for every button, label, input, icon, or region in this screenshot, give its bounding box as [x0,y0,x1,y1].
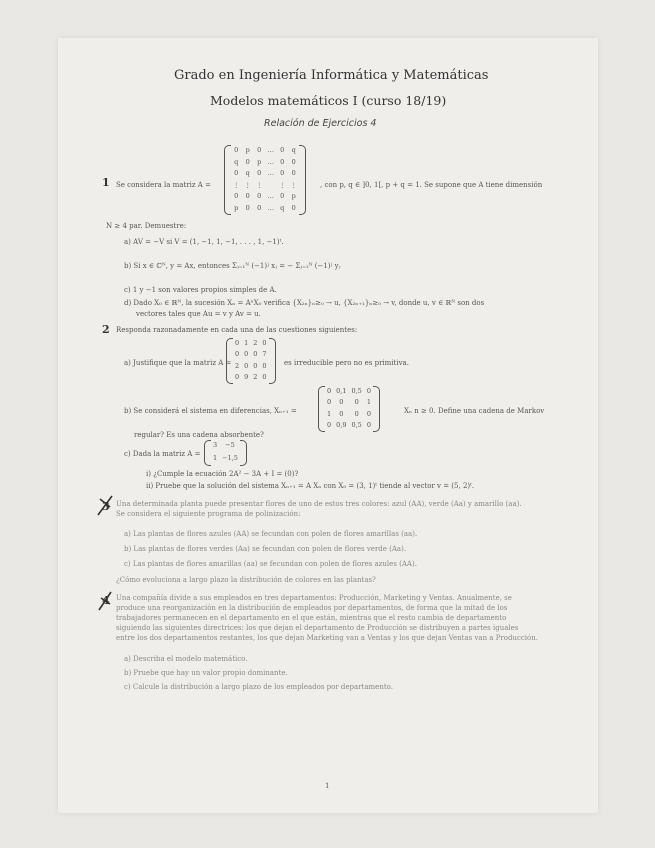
exercise-2b-after: Xₙ n ≥ 0. Define una cadena de Markov [404,407,545,415]
matrix-2a-cell: 2 [253,372,258,381]
course-subtitle: Modelos matemáticos I (curso 18/19) [210,93,447,108]
matrix-2b-cell: 0 [366,387,371,395]
matrix-2b-cell: 0 [354,409,359,418]
matrix-1-cell: q [234,157,239,166]
matrix-1-cell: 0 [280,192,285,200]
matrix-2b-cell: 0 [327,387,332,395]
exercise-2c-matrix [204,440,247,466]
page-number: 1 [325,782,330,790]
matrix-2b-cell: 0,1 [336,387,347,395]
exercise-2a-text: a) Justifique que la matriz A = [124,359,232,367]
matrix-1-cell: 0 [234,146,239,154]
matrix-1-cell: … [267,169,274,177]
exercise-3-intro-2: Se considera el siguiente programa de polinización: [116,510,301,518]
exercise-1-number: 1 [102,176,110,189]
matrix-2c-cell: −5 [225,441,235,449]
matrix-2a-cell: 0 [253,350,258,359]
exercise-3-item-a: a) Las plantas de flores azules (AA) se fecundan con polen de flores amarillas (aa). [124,530,418,538]
exercise-2c-i: i) ¿Cumple la ecuación 2A² − 3A + I = (0)? [146,470,299,478]
matrix-2a-cell: 0 [244,361,249,370]
matrix-1-cell: 0 [257,192,262,200]
exercise-4-number: 4 [102,594,110,607]
matrix-2b-cell: 0 [366,409,371,418]
exercise-sheet-title: Relación de Ejercicios 4 [264,118,377,129]
matrix-2b-cell: 0,9 [336,420,347,429]
matrix-1-cell: p [257,157,262,166]
matrix-2b-cell: 0 [354,398,359,407]
matrix-1-cell: 0 [257,169,262,177]
matrix-2a-cell: 2 [253,339,258,347]
matrix-1-cell: 0 [257,203,262,212]
course-title: Grado en Ingeniería Informática y Matemáticas [174,68,489,83]
matrix-1-cell: p [245,146,250,154]
matrix-2a-cell: 0 [235,372,240,381]
matrix-2b-cell: 0 [339,409,344,418]
matrix-2c-cell: 1 [213,453,218,462]
pen-strike-mark-4 [94,588,116,614]
exercise-1-intro: Se considera la matriz A = [116,181,211,189]
matrix-1-cell: 0 [245,192,250,200]
matrix-1-cell [268,181,275,192]
pen-strike-mark-3 [94,493,116,519]
matrix-1-cell: 0 [245,203,250,212]
matrix-1-cell: 0 [280,146,285,154]
exercise-3-item-b: b) Las plantas de flores verdes (Aa) se fecundan con polen de flores verde (Aa). [124,545,407,553]
matrix-2b-cell: 0 [366,420,371,429]
matrix-1-cell: 0 [257,146,262,154]
exercise-4-line-2: produce una reorganización en la distribución de empleados por departamentos, de forma que la mitad de los [116,604,508,612]
exercise-2b-text: b) Se considerá el sistema en diferencias, Xₙ₊₁ = [124,407,297,415]
exercise-4-line-4: siguiendo las siguientes directrices: los que dejan el departamento de Producción se distribuyen a partes iguales [116,624,519,632]
exercise-2a-after: es irreducible pero no es primitiva. [284,359,409,367]
exercise-2b-cont: regular? Es una cadena absorbente? [134,431,264,439]
exercise-4-line-1: Una compañía divide a sus empleados en tres departamentos: Producción, Marketing y Ventas. Anualmente, se [116,594,512,602]
matrix-2b-cell: 0,5 [351,387,362,395]
matrix-1-cell: ⋮ [233,180,240,189]
matrix-1-cell: 0 [280,169,285,177]
exercise-3-number: 3 [102,500,110,513]
matrix-1-cell: p [234,203,239,212]
matrix-1-cell: ⋮ [256,180,263,189]
matrix-2b-cell: 1 [366,398,371,407]
exercise-1-item-a: a) AV = −V si V = (1, −1, 1, −1, . . . , 1, −1)ᵗ. [124,238,284,246]
matrix-2c-cell: −1,5 [222,453,238,462]
matrix-2b-cell: 0,5 [351,420,362,429]
matrix-2a-cell: 0 [262,361,267,370]
exercise-1-item-d: d) Dado X₀ ∈ ℝᴺ, la sucesión Xₙ = AⁿX₀ verifica {X₂ₙ}ₙ≥₀ → u, {X₂ₙ₊₁}ₙ≥₀ → v, donde u, v ∈ ℝᴺ son dos [124,299,485,307]
matrix-2a-cell: 0 [253,361,258,370]
matrix-1-cell: 0 [291,157,296,166]
matrix-1-cell: 0 [280,157,285,166]
matrix-1-cell: q [291,146,296,154]
matrix-1-cell: ⋮ [290,180,297,189]
matrix-1-cell: p [291,192,296,200]
matrix-2a-cell: 0 [262,372,267,381]
matrix-2a-cell: 0 [235,350,240,359]
matrix-1-cell: 0 [291,169,296,177]
matrix-1-cell: … [267,146,274,154]
exercise-2a-matrix [226,338,276,384]
matrix-1-cell: q [245,169,250,177]
matrix-2a-cell: 9 [244,372,249,381]
matrix-2a-cell: 7 [262,350,267,359]
exercise-2c-text: c) Dada la matriz A = [124,450,201,458]
exercise-3-question: ¿Cómo evoluciona a largo plazo la distribución de colores en las plantas? [116,576,376,584]
exercise-4-line-3: trabajadores permanecen en el departamento en el que están, mientras que el resto cambia de departamento [116,614,507,622]
matrix-2b-cell: 1 [327,409,332,418]
exercise-2b-matrix [318,386,380,432]
exercise-4-item-c: c) Calcule la distribución a largo plazo de los empleados por departamento. [124,683,393,691]
matrix-1-cell: 0 [234,169,239,177]
matrix-1-cell: ⋮ [244,180,251,189]
matrix-2c-cell: 3 [213,441,218,449]
document-page [58,38,598,813]
matrix-2a-cell: 0 [244,350,249,359]
matrix-2a-cell: 1 [244,339,249,347]
exercise-4-line-5: entre los dos departamentos restantes, los que dejan Marketing van a Ventas y los que dejan Ventas van a Producción. [116,634,538,642]
matrix-2b-cell: 0 [339,398,344,407]
matrix-2a-cell: 2 [235,361,240,370]
exercise-3-intro-1: Una determinada planta puede presentar flores de uno de estos tres colores: azul (AA), verde (Aa) y amarillo (aa). [116,500,522,508]
exercise-1-condition: , con p, q ∈ ]0, 1[, p + q = 1. Se supone que A tiene dimensión [320,181,543,189]
exercise-1-matrix [224,145,306,215]
exercise-3-item-c: c) Las plantas de flores amarillas (aa) se fecundan con polen de flores azules (AA). [124,560,417,568]
exercise-4-item-a: a) Describa el modelo matemático. [124,655,248,663]
matrix-1-cell: … [267,203,274,212]
exercise-1-continuation: N ≥ 4 par. Demuestre: [106,222,187,230]
matrix-2a-cell: 0 [235,339,240,347]
exercise-2-number: 2 [102,323,110,336]
matrix-2b-cell: 0 [327,420,332,429]
matrix-1-cell: ⋮ [279,180,286,189]
exercise-2-intro: Responda razonadamente en cada una de las cuestiones siguientes: [116,326,358,334]
exercise-1-item-c: c) 1 y −1 son valores propios simples de A. [124,286,277,294]
matrix-1-cell: 0 [245,157,250,166]
exercise-2c-ii: ii) Pruebe que la solución del sistema Xₙ₊₁ = A Xₙ con X₀ = (3, 1)ᵗ tiende al vector v = (5, 2)ᵗ. [146,482,475,490]
matrix-2a-cell: 0 [262,339,267,347]
exercise-1-item-b: b) Si x ∈ ℂᴺ, y = Ax, entonces Σⱼ₌₁ᴺ (−1)ʲ xⱼ = − Σⱼ₌₁ᴺ (−1)ʲ yⱼ [124,262,341,270]
matrix-2b-cell: 0 [327,398,332,407]
matrix-1-cell: … [267,157,274,166]
matrix-1-cell: 0 [234,192,239,200]
exercise-1-item-d-cont: vectores tales que Au = v y Av = u. [136,310,261,318]
matrix-1-cell: q [280,203,285,212]
exercise-4-item-b: b) Pruebe que hay un valor propio dominante. [124,669,288,677]
matrix-1-cell: … [267,192,274,200]
matrix-1-cell: 0 [291,203,296,212]
